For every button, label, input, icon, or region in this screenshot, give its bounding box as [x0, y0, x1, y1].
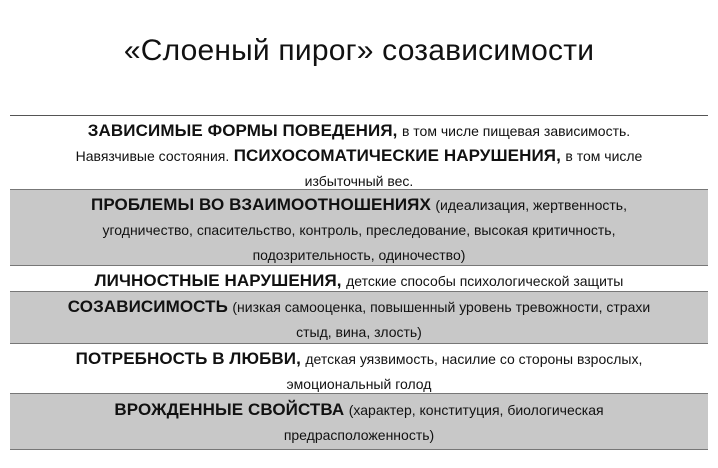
row-heading: ЗАВИСИМЫЕ ФОРМЫ ПОВЕДЕНИЯ,	[87, 121, 398, 140]
row-text: детская уязвимость, насилие со стороны взрослых,	[305, 351, 643, 367]
row-text: в том числе пищевая зависимость.	[401, 123, 631, 139]
row-line	[18, 372, 700, 394]
row-text: избыточный вес.	[304, 173, 414, 189]
layers-table	[10, 115, 708, 450]
row-text: угодничество, спасительство, контроль, преследование, высокая критичность,	[102, 222, 616, 238]
row-text: (идеализация, жертвенность,	[435, 197, 627, 213]
row-line	[18, 218, 700, 243]
row-text: (низкая самооценка, повышенный уровень тревожности, страхи	[232, 299, 651, 315]
row-text: стыд, вина, злость)	[296, 324, 422, 340]
row-text: (характер, конституция, биологическая	[348, 402, 604, 418]
row-line	[18, 243, 700, 266]
row-text: эмоциональный голод	[286, 376, 432, 392]
layer-row-personality-disorders	[10, 266, 708, 292]
layer-row-codependency	[10, 292, 708, 344]
row-line	[18, 347, 700, 372]
row-line	[18, 269, 700, 292]
row-text: в том числе	[565, 148, 643, 164]
row-line	[18, 295, 700, 320]
layer-row-addictive-behavior	[10, 116, 708, 190]
row-heading: ПСИХОСОМАТИЧЕСКИЕ НАРУШЕНИЯ,	[233, 146, 561, 165]
row-heading: ПРОБЛЕМЫ ВО ВЗАИМООТНОШЕНИЯХ	[91, 195, 431, 214]
row-line	[18, 193, 700, 218]
row-line	[18, 144, 700, 169]
layer-row-need-for-love	[10, 344, 708, 394]
row-heading: СОЗАВИСИМОСТЬ	[67, 297, 228, 316]
row-line	[18, 398, 700, 423]
row-text: детские способы психологической защиты	[346, 273, 624, 289]
row-heading: ВРОЖДЕННЫЕ СВОЙСТВА	[114, 400, 345, 419]
row-line	[18, 423, 700, 448]
row-text: подозрительность, одиночество)	[252, 247, 466, 263]
page-title: «Слоеный пирог» созависимости	[123, 34, 595, 67]
layer-row-relationship-problems	[10, 190, 708, 266]
row-text: предрасположенность)	[283, 427, 435, 443]
row-line	[18, 320, 700, 344]
row-text: Навязчивые состояния.	[75, 148, 230, 164]
row-line	[18, 119, 700, 144]
row-heading: ПОТРЕБНОСТЬ В ЛЮБВИ,	[75, 349, 301, 368]
row-heading: ЛИЧНОСТНЫЕ НАРУШЕНИЯ,	[94, 271, 342, 290]
row-line	[18, 169, 700, 190]
layer-row-innate-traits	[10, 394, 708, 450]
